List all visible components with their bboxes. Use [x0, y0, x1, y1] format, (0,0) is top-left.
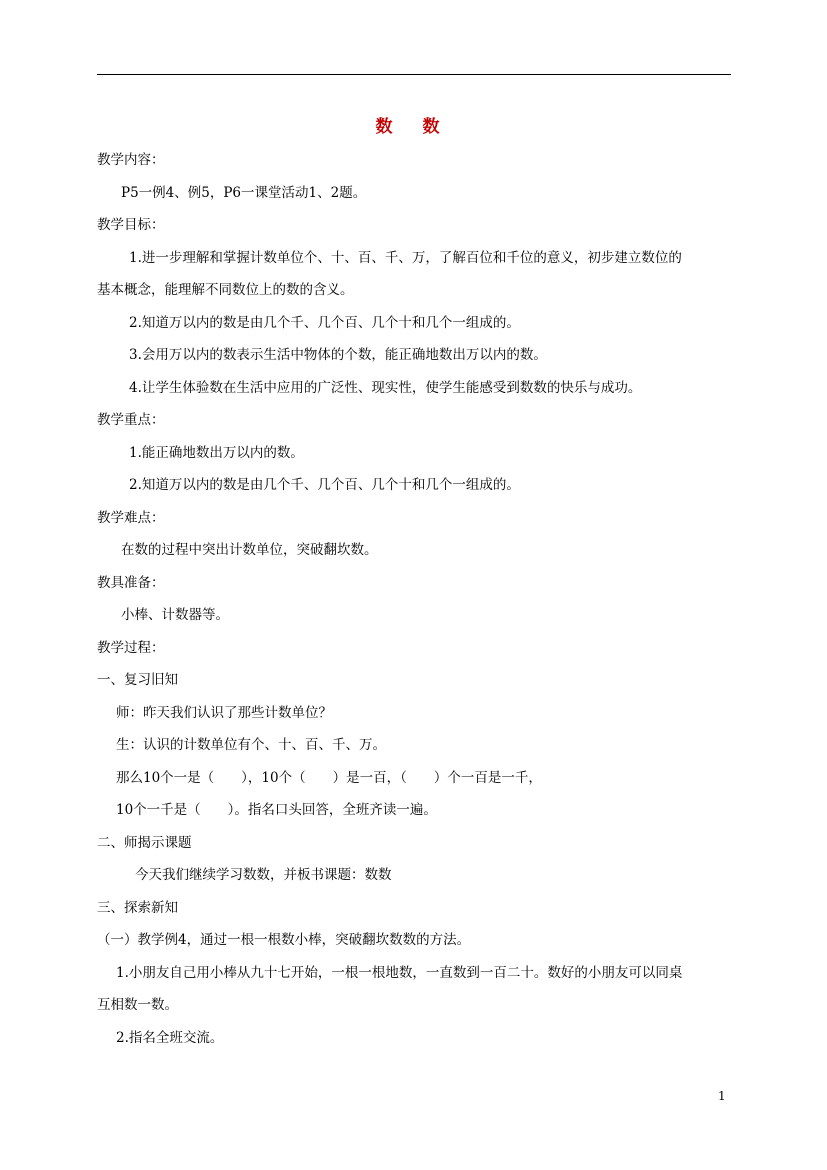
text-line: 教学过程：: [97, 640, 165, 656]
text-line: 1.能正确地数出万以内的数。: [129, 445, 304, 461]
text-line: 1.小朋友自己用小棒从九十七开始，一根一根地数，一直数到一百二十。数好的小朋友可以同桌: [116, 965, 683, 981]
text-line: 4.让学生体验数在生活中应用的广泛性、现实性，使学生能感受到数数的快乐与成功。: [129, 380, 642, 396]
text-line: 教具准备：: [97, 575, 165, 591]
page-number: 1: [718, 1089, 726, 1103]
text-line: 教学难点：: [97, 510, 165, 526]
text-line: 那么10个一是（ ），10个（ ）是一百，（ ）个一百是一千，: [116, 770, 542, 786]
text-line: 10个一千是（ ）。指名口头回答，全班齐读一遍。: [116, 802, 437, 818]
text-line: 教学目标：: [97, 217, 165, 233]
text-line: 师：昨天我们认识了那些计数单位？: [116, 705, 332, 721]
text-line: 1.进一步理解和掌握计数单位个、十、百、千、万，了解百位和千位的意义，初步建立数位的: [129, 250, 682, 266]
text-line: 互相数一数。: [97, 997, 178, 1013]
text-line: 生：认识的计数单位有个、十、百、千、万。: [116, 737, 386, 753]
text-line: 二、师揭示课题: [97, 835, 192, 851]
text-line: 教学重点：: [97, 412, 165, 428]
text-line: 基本概念，能理解不同数位上的数的含义。: [97, 282, 354, 298]
text-line: 一、复习旧知: [97, 672, 178, 688]
text-line: 在数的过程中突出计数单位，突破翻坎数。: [121, 542, 378, 558]
text-line: 3.会用万以内的数表示生活中物体的个数，能正确地数出万以内的数。: [129, 347, 547, 363]
text-line: 2.指名全班交流。: [116, 1030, 224, 1046]
text-line: P5一例4、例5，P6一课堂活动1、2题。: [121, 185, 367, 201]
text-line: 教学内容：: [97, 152, 165, 168]
text-line: 三、探索新知: [97, 900, 178, 916]
text-line: （一）教学例4，通过一根一根数小棒，突破翻坎数数的方法。: [97, 932, 471, 948]
document-title: 数 数: [375, 117, 452, 137]
text-line: 2.知道万以内的数是由几个千、几个百、几个十和几个一组成的。: [129, 315, 520, 331]
text-line: 小棒、计数器等。: [121, 607, 229, 623]
header-rule: [97, 74, 731, 75]
text-line: 今天我们继续学习数数，并板书课题：数数: [135, 867, 392, 883]
text-line: 2.知道万以内的数是由几个千、几个百、几个十和几个一组成的。: [129, 477, 520, 493]
